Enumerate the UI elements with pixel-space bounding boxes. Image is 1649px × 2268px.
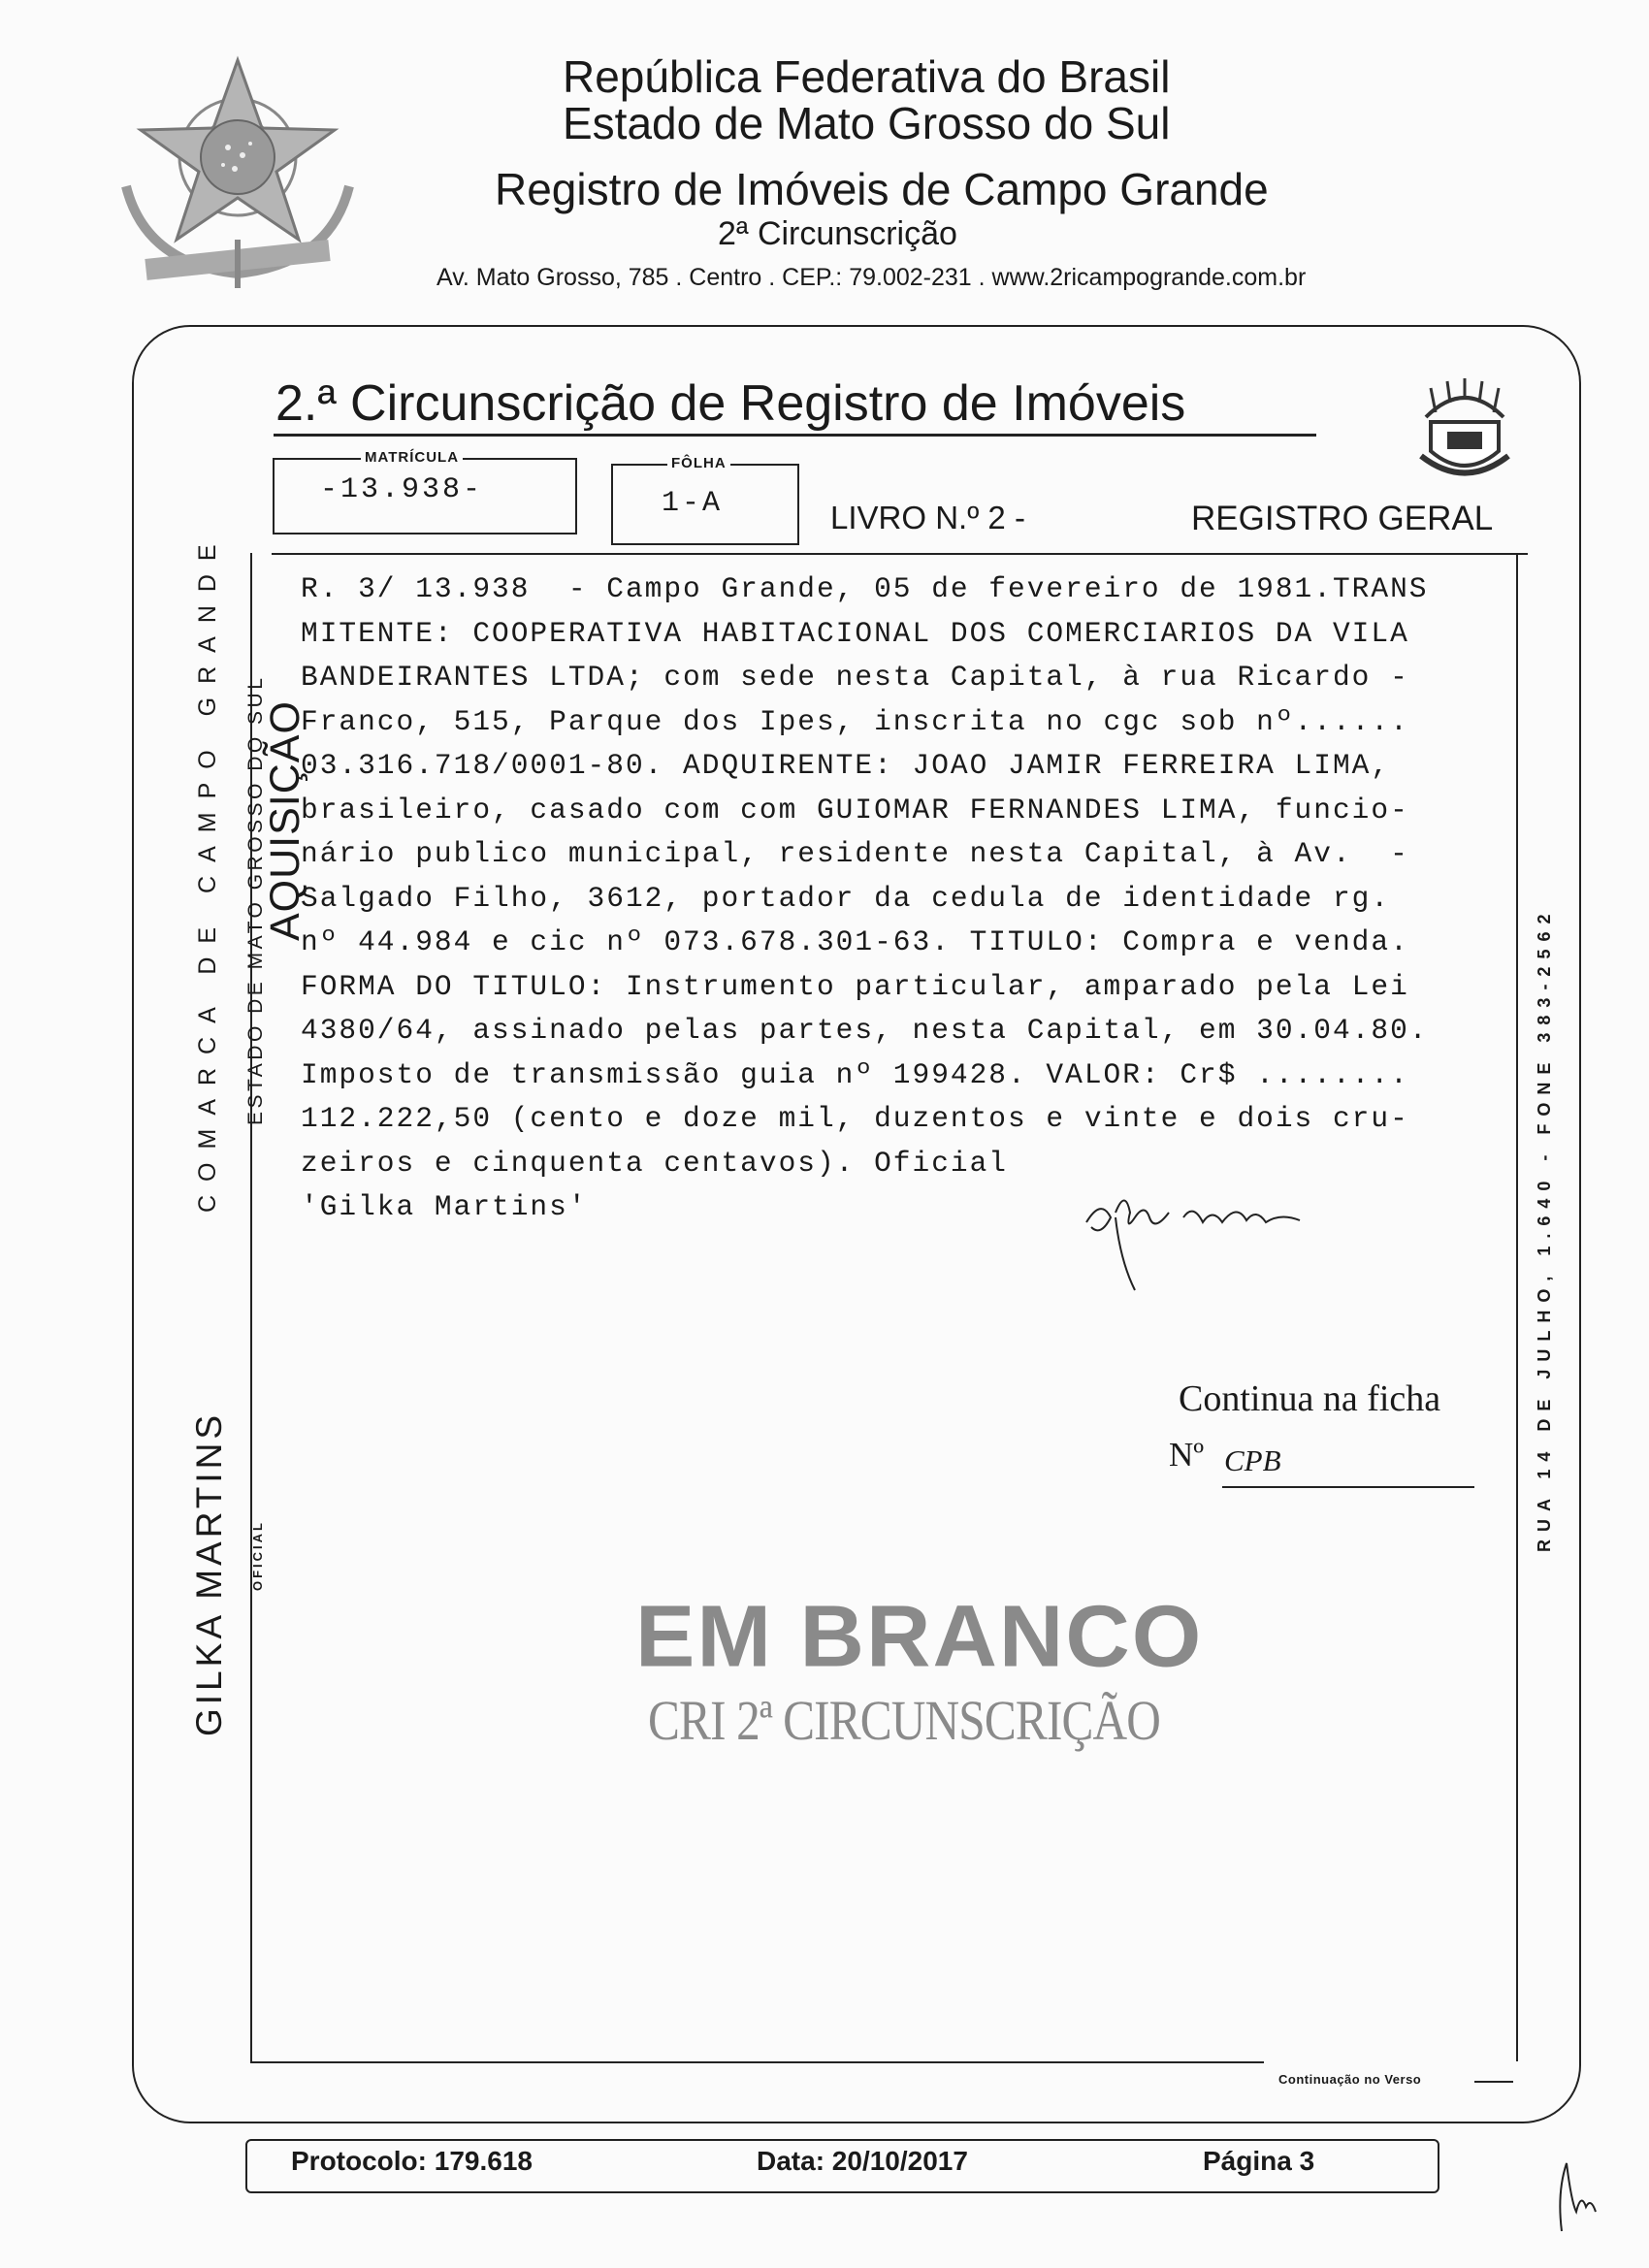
content-right-rule <box>1516 553 1518 2061</box>
header-registro: Registro de Imóveis de Campo Grande <box>495 164 1269 214</box>
entry-line: 112.222,50 (cento e doze mil, duzentos e vinte e dois cru- <box>301 1102 1409 1135</box>
entry-line: zeiros e cinquenta centavos). Oficial <box>301 1146 1009 1180</box>
margin-initials <box>1542 2154 1610 2241</box>
livro-label: LIVRO N.º 2 - <box>830 500 1025 535</box>
footer-pagina: Página 3 <box>1203 2146 1315 2176</box>
state-crest-emblem <box>1406 373 1523 490</box>
entry-line: FORMA DO TITULO: Instrumento particular, amparado pela Lei <box>301 969 1409 1003</box>
entry-line: brasileiro, casado com com GUIOMAR FERNANDES LIMA, funcio- <box>301 793 1409 826</box>
footer-data: Data: 20/10/2017 <box>757 2146 968 2176</box>
registry-entry <box>301 567 1513 1230</box>
entry-line: Franco, 515, Parque dos Ipes, inscrita no cgc sob nº...... <box>301 704 1409 738</box>
form-title: 2.ª Circunscrição de Registro de Imóveis <box>275 375 1186 432</box>
oficial-signature <box>1077 1183 1387 1300</box>
entry-line: R. 3/ 13.938 - Campo Grande, 05 de fevereiro de 1981.TRANS <box>301 572 1429 605</box>
title-underline <box>274 434 1316 437</box>
entry-line: Imposto de transmissão guia nº 199428. VALOR: Cr$ ........ <box>301 1057 1409 1091</box>
header-address: Av. Mato Grosso, 785 . Centro . CEP.: 79.002-231 . www.2ricampogrande.com.br <box>436 264 1307 291</box>
continuacao-verso: Continuação no Verso <box>1273 2072 1427 2087</box>
entry-line: 'Gilka Martins' <box>301 1190 588 1223</box>
header-circunscricao: 2ª Circunscrição <box>718 215 957 252</box>
entry-line: nº 44.984 e cic nº 073.678.301-63. TITULO: Compra e venda. <box>301 925 1409 958</box>
continua-number: CPB <box>1224 1443 1281 1477</box>
content-top-rule <box>272 553 1528 555</box>
header-estado: Estado de Mato Grosso do Sul <box>563 98 1171 148</box>
continua-underline <box>1222 1486 1474 1488</box>
margin-aquisicao: AQUISIÇÃO <box>262 700 308 941</box>
continua-label: Continua na ficha <box>1179 1378 1441 1419</box>
margin-address: RUA 14 DE JULHO, 1.640 - FONE 383-2562 <box>1535 906 1554 1552</box>
matricula-value: -13.938- <box>320 473 484 506</box>
margin-comarca: COMARCA DE CAMPO GRANDE <box>194 531 221 1213</box>
stamp-cri: CRI 2ª CIRCUNSCRIÇÃO <box>648 1689 1161 1752</box>
stamp-em-branco: EM BRANCO <box>635 1588 1204 1685</box>
header-republica: República Federativa do Brasil <box>563 51 1171 102</box>
matricula-label: MATRÍCULA <box>361 449 463 466</box>
margin-oficial-title: OFICIAL <box>250 1520 265 1591</box>
continua-number-label: Nº <box>1169 1436 1205 1474</box>
content-bottom-rule <box>250 2061 1264 2063</box>
entry-line: 4380/64, assinado pelas partes, nesta Capital, em 30.04.80. <box>301 1014 1429 1047</box>
folha-label: FÔLHA <box>667 455 730 471</box>
entry-line: Salgado Filho, 3612, portador da cedula de identidade rg. <box>301 881 1391 915</box>
margin-oficial-name: GILKA MARTINS <box>189 1410 229 1736</box>
entry-line: nário publico municipal, residente nesta Capital, à Av. - <box>301 837 1409 870</box>
registro-geral-label: REGISTRO GERAL <box>1191 500 1494 537</box>
footer-protocolo: Protocolo: 179.618 <box>291 2146 533 2176</box>
margin-estado: ESTADO DE MATO GROSSO DO SUL <box>244 674 267 1125</box>
entry-line: 03.316.718/0001-80. ADQUIRENTE: JOAO JAMIR FERREIRA LIMA, <box>301 749 1391 782</box>
content-bottom-rule-right <box>1474 2081 1513 2083</box>
folha-value: 1-A <box>662 487 724 520</box>
entry-line: MITENTE: COOPERATIVA HABITACIONAL DOS COMERCIARIOS DA VILA <box>301 616 1409 650</box>
entry-line: BANDEIRANTES LTDA; com sede nesta Capital, à rua Ricardo - <box>301 661 1409 694</box>
